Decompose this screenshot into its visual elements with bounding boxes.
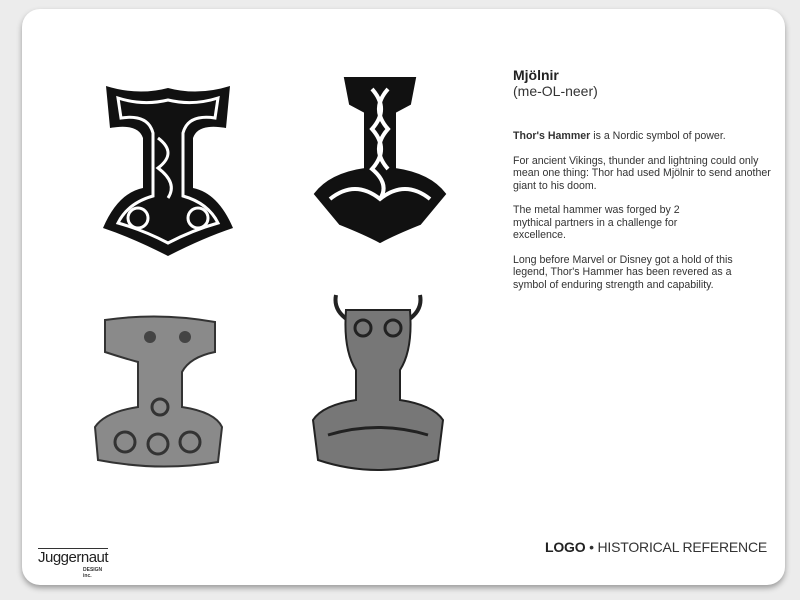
paragraph-2: For ancient Vikings, thunder and lightning could only mean one thing: Thor had used Mjölnir to send another giant to his doom. — [513, 154, 771, 192]
paragraph-4: Long before Marvel or Disney got a hold of this legend, Thor's Hammer has been revered as a symbol of enduring strength and capability. — [513, 253, 733, 291]
paragraph-text: is a Nordic symbol of power. — [590, 130, 726, 142]
pronunciation: (me-OL-neer) — [513, 83, 598, 99]
logo-sub: DESIGN inc. — [83, 567, 103, 579]
historical-hammer-image-1 — [90, 312, 225, 474]
celtic-hammer-image-2 — [310, 74, 450, 244]
historical-hammer-image-2 — [308, 290, 448, 480]
page-title: Mjölnir — [513, 67, 559, 83]
description — [513, 130, 783, 303]
company-logo — [38, 548, 109, 579]
footer-logo-label: LOGO — [544, 539, 586, 555]
bullet: • — [589, 539, 594, 555]
footer-section-label: HISTORICAL REFERENCE — [597, 539, 767, 555]
footer-caption — [545, 539, 767, 555]
paragraph-3: The metal hammer was forged by 2 mythical partners in a challenge for excellence. — [513, 204, 680, 241]
logo-name: Juggernaut — [38, 549, 109, 566]
celtic-hammer-image-1 — [98, 78, 238, 258]
paragraph-1 — [513, 130, 783, 143]
bold-term: Thor's Hammer — [513, 130, 591, 142]
